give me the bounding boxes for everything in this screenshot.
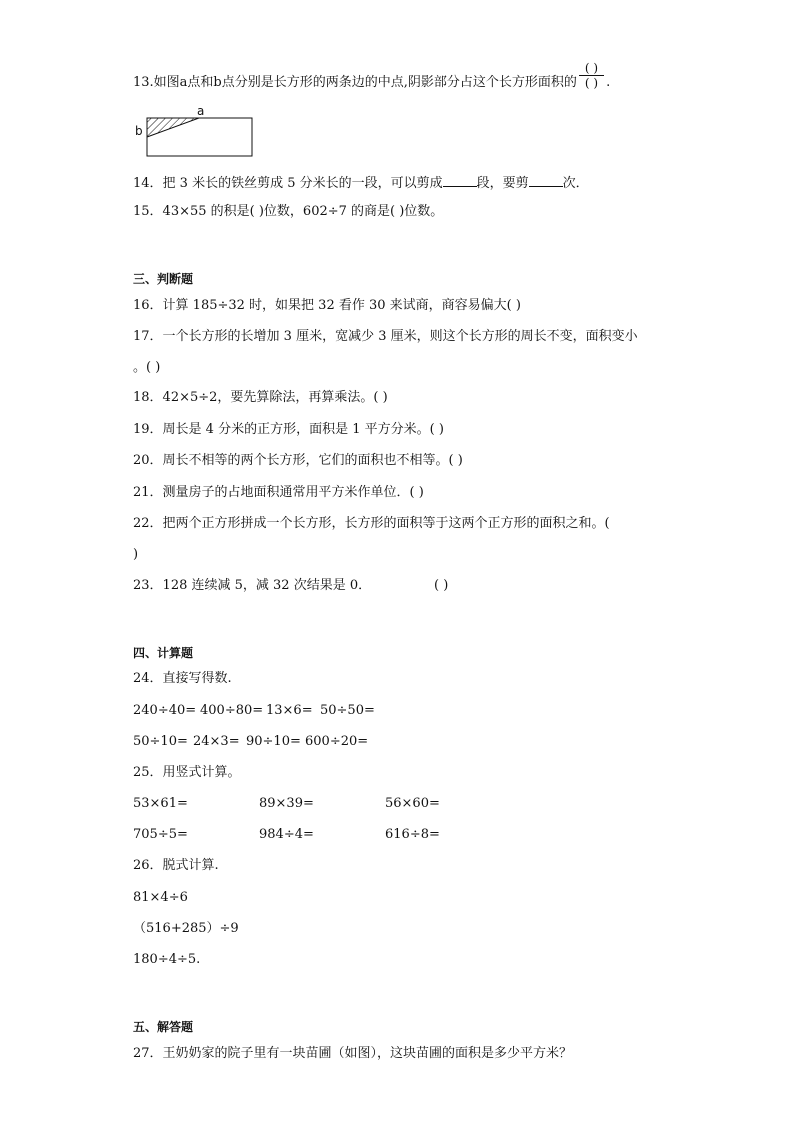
q25-item: 616÷8=	[385, 827, 440, 842]
q24-item: 90÷10=	[246, 734, 301, 749]
label-b: b	[135, 124, 143, 138]
shaded-triangle	[147, 118, 199, 137]
q13-fraction-numerator: ( )	[579, 61, 604, 76]
q13-text: 13.如图a点和b点分别是长方形的两条边的中点,阴影部分占这个长方形面积的	[133, 75, 577, 90]
q14-blank-1[interactable]	[443, 172, 477, 187]
q24-item: 13×6=	[266, 703, 313, 718]
question-13	[133, 61, 611, 92]
section-4-title: 四、计算题	[133, 646, 194, 660]
q14-blank-2[interactable]	[529, 172, 563, 187]
question-14	[133, 172, 589, 193]
q26-expression-3: 180÷4÷5.	[133, 952, 201, 967]
question-27: 27．王奶奶家的院子里有一块苗圃（如图），这块苗圃的面积是多少平方米？	[133, 1046, 573, 1061]
section-5-title: 五、解答题	[133, 1020, 194, 1034]
question-18: 18．42×5÷2，要先算除法，再算乘法。( )	[133, 390, 388, 405]
q24-item: 50÷10=	[133, 734, 188, 749]
question-16: 16．计算 185÷32 时，如果把 32 看作 30 来试商，商容易偏大( )	[133, 298, 521, 313]
q24-item: 50÷50=	[320, 703, 375, 718]
question-24-title: 24．直接写得数.	[133, 671, 232, 686]
q14-part3: 次．	[562, 176, 589, 191]
q24-item: 240÷40=	[133, 703, 197, 718]
q24-item: 24×3=	[193, 734, 240, 749]
q25-item: 56×60=	[385, 796, 440, 811]
q14-part1: 14．把 3 米长的铁丝剪成 5 分米长的一段，可以剪成	[133, 176, 443, 191]
rectangle-figure	[146, 116, 256, 158]
question-20: 20．周长不相等的两个长方形，它们的面积也不相等。( )	[133, 453, 463, 468]
q23-paren: ( )	[434, 578, 449, 593]
question-19: 19．周长是 4 分米的正方形，面积是 1 平方分米。( )	[133, 422, 444, 437]
q13-end: .	[606, 75, 611, 90]
q24-item: 400÷80=	[200, 703, 264, 718]
q25-item: 705÷5=	[133, 827, 188, 842]
q25-item: 53×61=	[133, 796, 188, 811]
section-3-title: 三、判断题	[133, 272, 194, 286]
question-15: 15．43×55 的积是( )位数，602÷7 的商是( )位数。	[133, 204, 444, 219]
q24-item: 600÷20=	[305, 734, 369, 749]
question-25-title: 25．用竖式计算。	[133, 765, 241, 780]
question-26-title: 26．脱式计算.	[133, 858, 219, 873]
q14-part2: 段，要剪	[476, 176, 529, 191]
question-21: 21．测量房子的占地面积通常用平方米作单位．( )	[133, 485, 424, 500]
q25-item: 89×39=	[259, 796, 314, 811]
question-22-line-2: )	[133, 547, 139, 562]
q13-fraction	[579, 61, 604, 90]
q23-text: 23．128 连续减 5，减 32 次结果是 0．	[133, 578, 372, 593]
question-17-line-1: 17．一个长方形的长增加 3 厘米，宽减少 3 厘米，则这个长方形的周长不变，面积变小	[133, 329, 638, 344]
q25-item: 984÷4=	[259, 827, 314, 842]
q26-expression-1: 81×4÷6	[133, 890, 188, 905]
question-22-line-1: 22．把两个正方形拼成一个长方形，长方形的面积等于这两个正方形的面积之和。(	[133, 516, 610, 531]
label-a: a	[197, 104, 205, 118]
q26-expression-2: （516+285）÷9	[133, 921, 239, 936]
question-23	[133, 577, 371, 595]
q13-fraction-denominator: ( )	[584, 76, 599, 90]
question-17-line-2: 。( )	[133, 360, 161, 375]
